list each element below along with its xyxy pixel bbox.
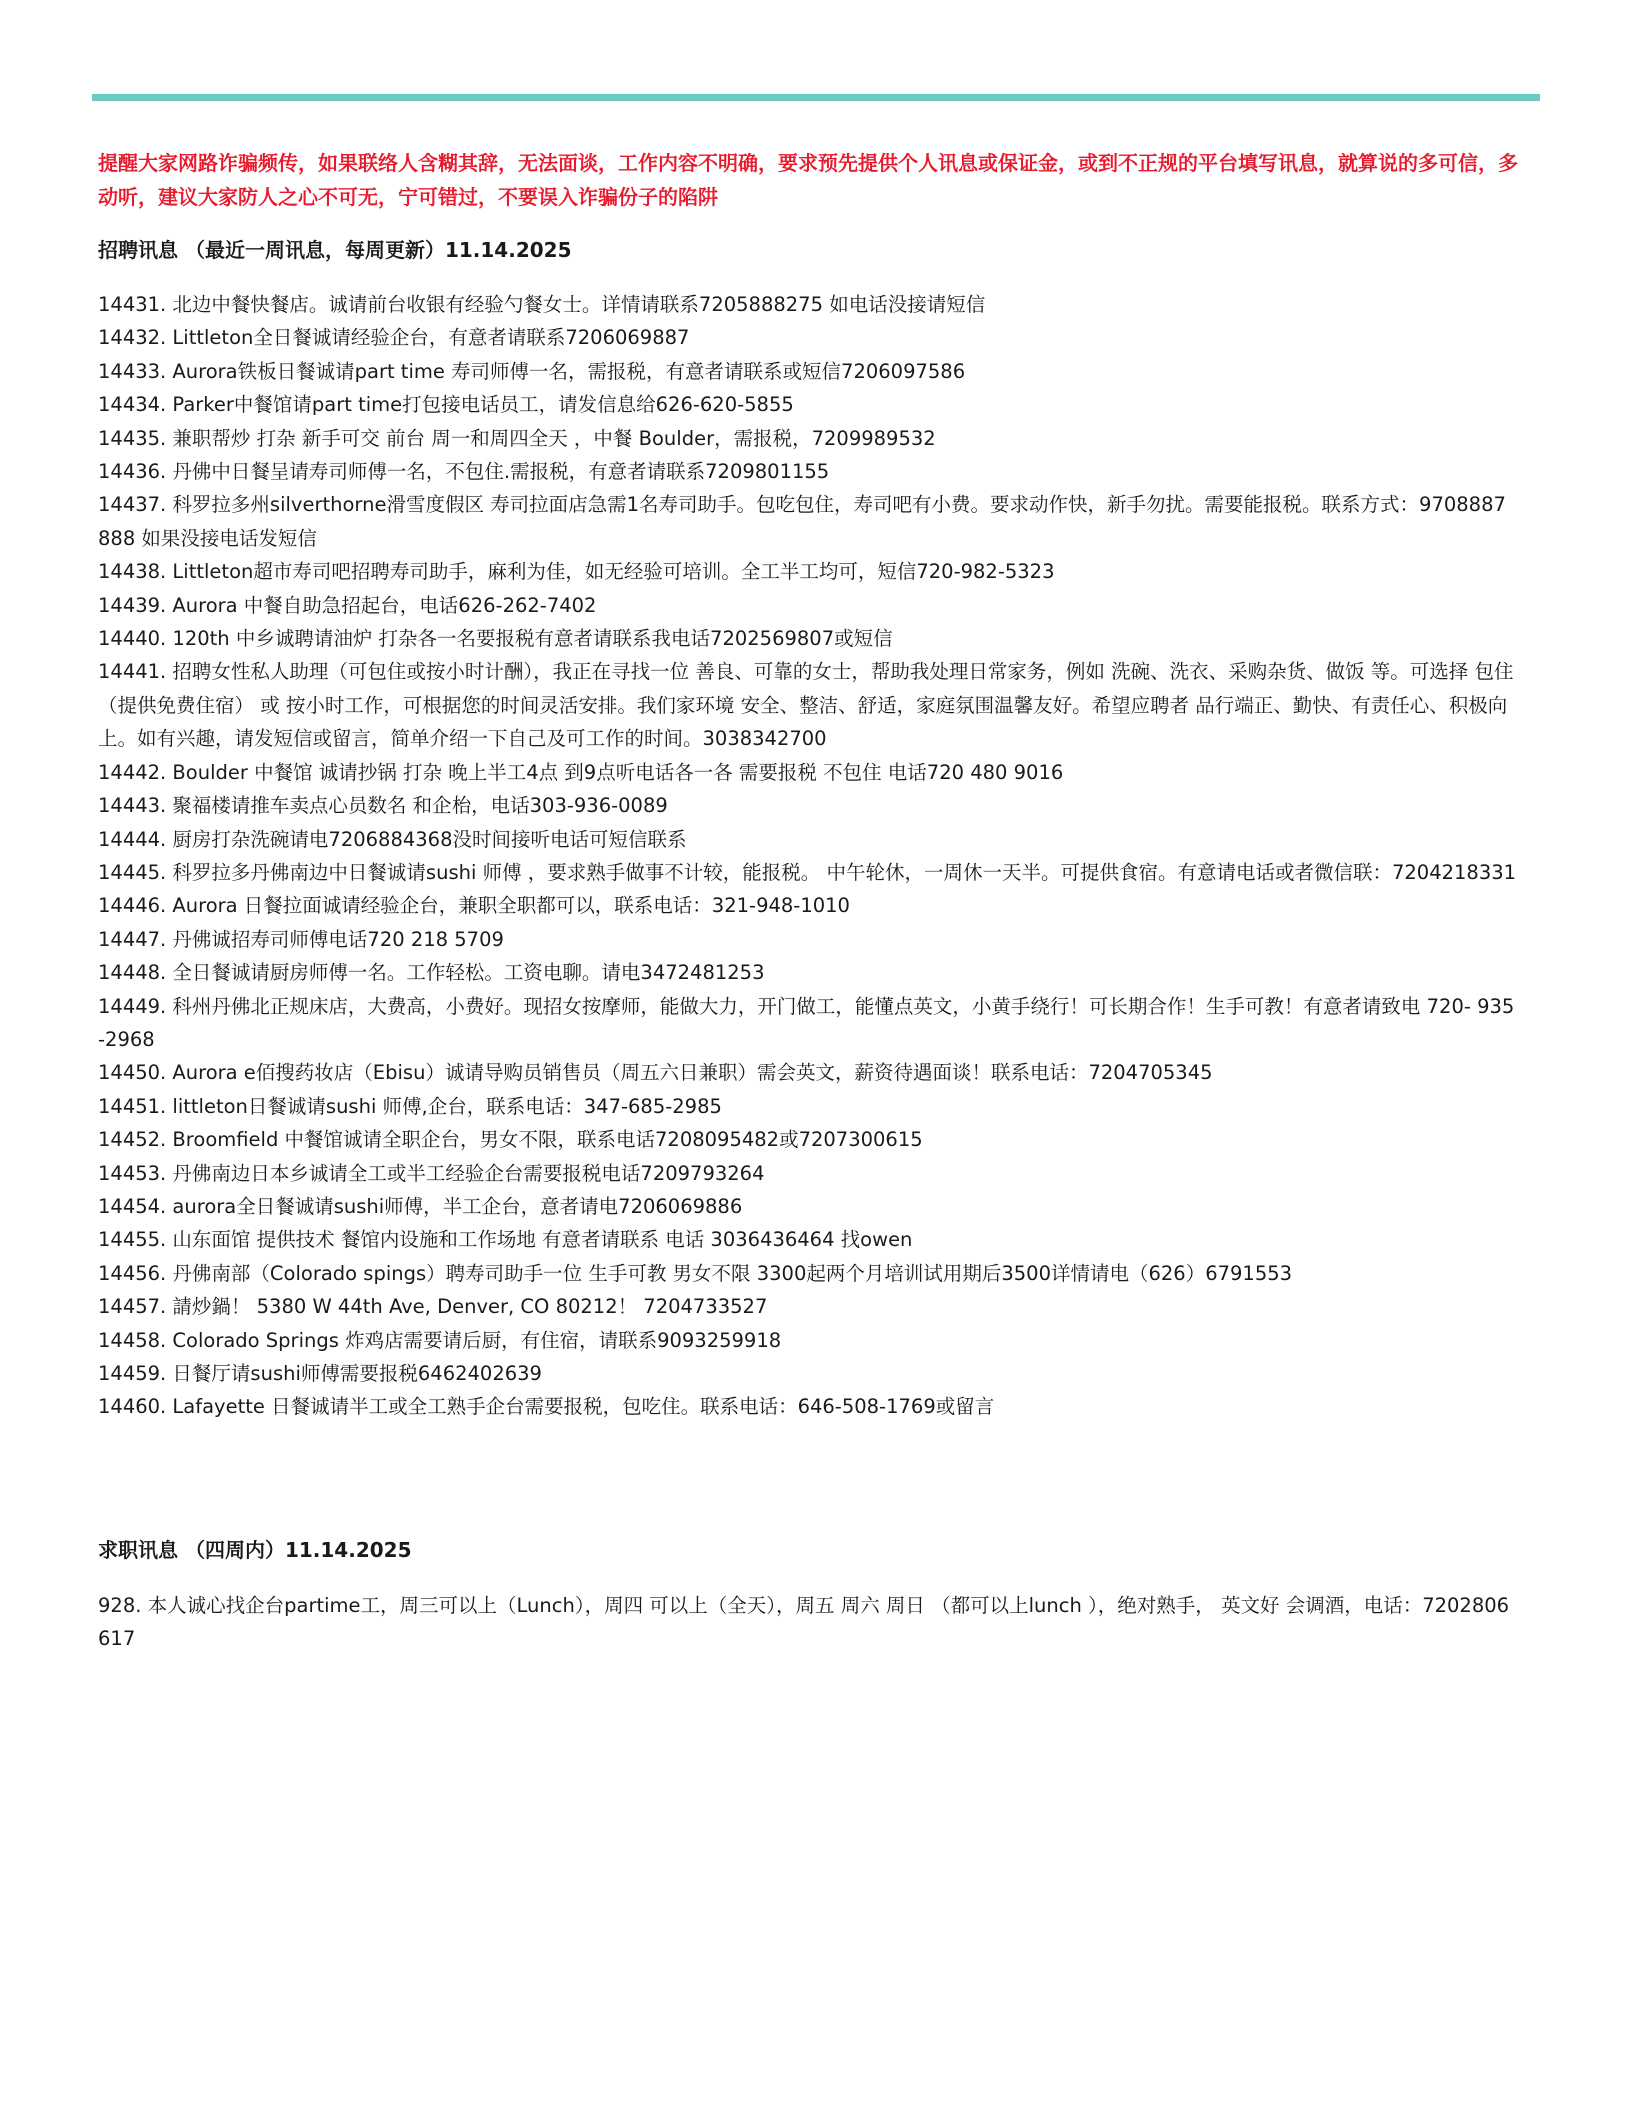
listing-item: 14453. 丹佛南边日本乡诚请全工或半工经验企台需要报税电话7209793264 <box>98 1161 765 1185</box>
listing-item: 14451. littleton日餐诚请sushi 师傅,企台，联系电话：347-685-2985 <box>98 1094 722 1118</box>
listing-item: 14437. 科罗拉多州silverthorne滑雪度假区 寿司拉面店急需1名寿司助手。包吃包住，寿司吧有小费。要求动作快，新手勿扰。需要能报税。联系方式：9708887888 如果没接电话发短信 <box>98 493 1506 550</box>
header-divider <box>92 94 1540 101</box>
job-seeking-section-heading: 求职讯息 （四周内）11.14.2025 <box>98 1538 412 1562</box>
listing-item: 14445. 科罗拉多丹佛南边中日餐诚请sushi 师傅 ，要求熟手做事不计较，能报税。 中午轮休，一周休一天半。可提供食宿。有意请电话或者微信联：7204218331 <box>98 860 1517 884</box>
listing-item: 14444. 厨房打杂洗碗请电7206884368没时间接听电话可短信联系 <box>98 827 687 851</box>
job-seeking-listing-list <box>98 1589 1518 1656</box>
listing-item: 14449. 科州丹佛北正规床店，大费高，小费好。现招女按摩师，能做大力，开门做工，能懂点英文，小黄手绕行！可长期合作！生手可教！有意者请致电 720- 935-2968 <box>98 994 1515 1051</box>
listing-item: 14442. Boulder 中餐馆 诚请抄锅 打杂 晚上半工4点 到9点听电话各一各 需要报税 不包住 电话720 480 9016 <box>98 760 1064 784</box>
listing-item: 14460. Lafayette 日餐诚请半工或全工熟手企台需要报税，包吃住。联系电话：646-508-1769或留言 <box>98 1395 995 1419</box>
listing-item: 14454. aurora全日餐诚请sushi师傅，半工企台，意者请电7206069886 <box>98 1194 743 1218</box>
listing-item: 14434. Parker中餐馆请part time打包接电话员工，请发信息给626-620-5855 <box>98 393 794 417</box>
scam-warning-notice: 提醒大家网路诈骗频传，如果联络人含糊其辞，无法面谈，工作内容不明确，要求预先提供个人讯息或保证金，或到不正规的平台填写讯息，就算说的多可信，多动听，建议大家防人之心不可无，宁可错过，不要误入诈骗份子的陷阱 <box>98 151 1518 209</box>
listing-item: 14435. 兼职帮炒 打杂 新手可交 前台 周一和周四全天 ，中餐 Boulder，需报税，7209989532 <box>98 426 936 450</box>
listing-item: 14457. 請炒鍋！ 5380 W 44th Ave, Denver, CO 80212！ 7204733527 <box>98 1295 768 1319</box>
listing-item: 14431. 北边中餐快餐店。诚请前台收银有经验勺餐女士。详情请联系7205888275 如电话没接请短信 <box>98 293 986 316</box>
listing-item: 14455. 山东面馆 提供技术 餐馆内设施和工作场地 有意者请联系 电话 3036436464 找owen <box>98 1228 913 1252</box>
listing-item: 14432. Littleton全日餐诚请经验企台，有意者请联系7206069887 <box>98 326 690 350</box>
listing-item: 14440. 120th 中乡诚聘请油炉 打杂各一名要报税有意者请联系我电话7202569807或短信 <box>98 627 893 651</box>
listing-item: 14439. Aurora 中餐自助急招起台，电话626-262-7402 <box>98 593 597 617</box>
listing-item: 14433. Aurora铁板日餐诚请part time 寿司师傅一名，需报税，有意者请联系或短信7206097586 <box>98 359 966 383</box>
listing-item: 14447. 丹佛诚招寿司师傅电话720 218 5709 <box>98 927 504 951</box>
listing-item: 14438. Littleton超市寿司吧招聘寿司助手，麻利为佳，如无经验可培训。全工半工均可，短信720-982-5323 <box>98 560 1055 584</box>
listing-item: 14456. 丹佛南部（Colorado spings）聘寿司助手一位 生手可教 男女不限 3300起两个月培训试用期后3500详情请电（626）6791553 <box>98 1261 1293 1285</box>
listing-item: 14441. 招聘女性私人助理（可包住或按小时计酬），我正在寻找一位 善良、可靠的女士，帮助我处理日常家务，例如 洗碗、洗衣、采购杂货、做饭 等。可选择 包住（提供免费住宿） 或 按小时工作，可根据您的时间灵活安排。我们家环境 安全、整洁、舒适，家庭氛围温馨友好。希望应聘者 品行端正、勤快、有责任心、积极向上。如有兴趣，请发短信或留言，简单介绍一下自己及可工作的时间。3038342700 <box>98 660 1514 751</box>
listing-item: 14443. 聚福楼请推车卖点心员数名 和企枱，电话303-936-0089 <box>98 794 668 818</box>
listing-item: 14458. Colorado Springs 炸鸡店需要请后厨，有住宿，请联系9093259918 <box>98 1328 782 1352</box>
listing-item: 14459. 日餐厅请sushi师傅需要报税6462402639 <box>98 1362 542 1385</box>
hiring-listing-list <box>98 288 1518 1424</box>
hiring-section-heading: 招聘讯息 （最近一周讯息，每周更新）11.14.2025 <box>98 238 572 262</box>
listing-item: 14450. Aurora e佰搜药妆店（Ebisu）诚请导购员销售员（周五六日兼职）需会英文，薪资待遇面谈！联系电话：7204705345 <box>98 1061 1213 1085</box>
listing-item: 14436. 丹佛中日餐呈请寿司师傅一名，不包住.需报税，有意者请联系7209801155 <box>98 460 830 484</box>
listing-item: 14446. Aurora 日餐拉面诚请经验企台，兼职全职都可以，联系电话：321-948-1010 <box>98 894 850 918</box>
listing-item: 14448. 全日餐诚请厨房师傅一名。工作轻松。工资电聊。请电3472481253 <box>98 961 765 985</box>
listing-item: 14452. Broomfield 中餐馆诚请全职企台，男女不限，联系电话7208095482或7207300615 <box>98 1128 923 1152</box>
listing-item: 928. 本人诚心找企台partime工，周三可以上（Lunch），周四 可以上（全天），周五 周六 周日 （都可以上lunch ），绝对熟手， 英文好 会调酒，电话：7202806617 <box>98 1594 1510 1651</box>
